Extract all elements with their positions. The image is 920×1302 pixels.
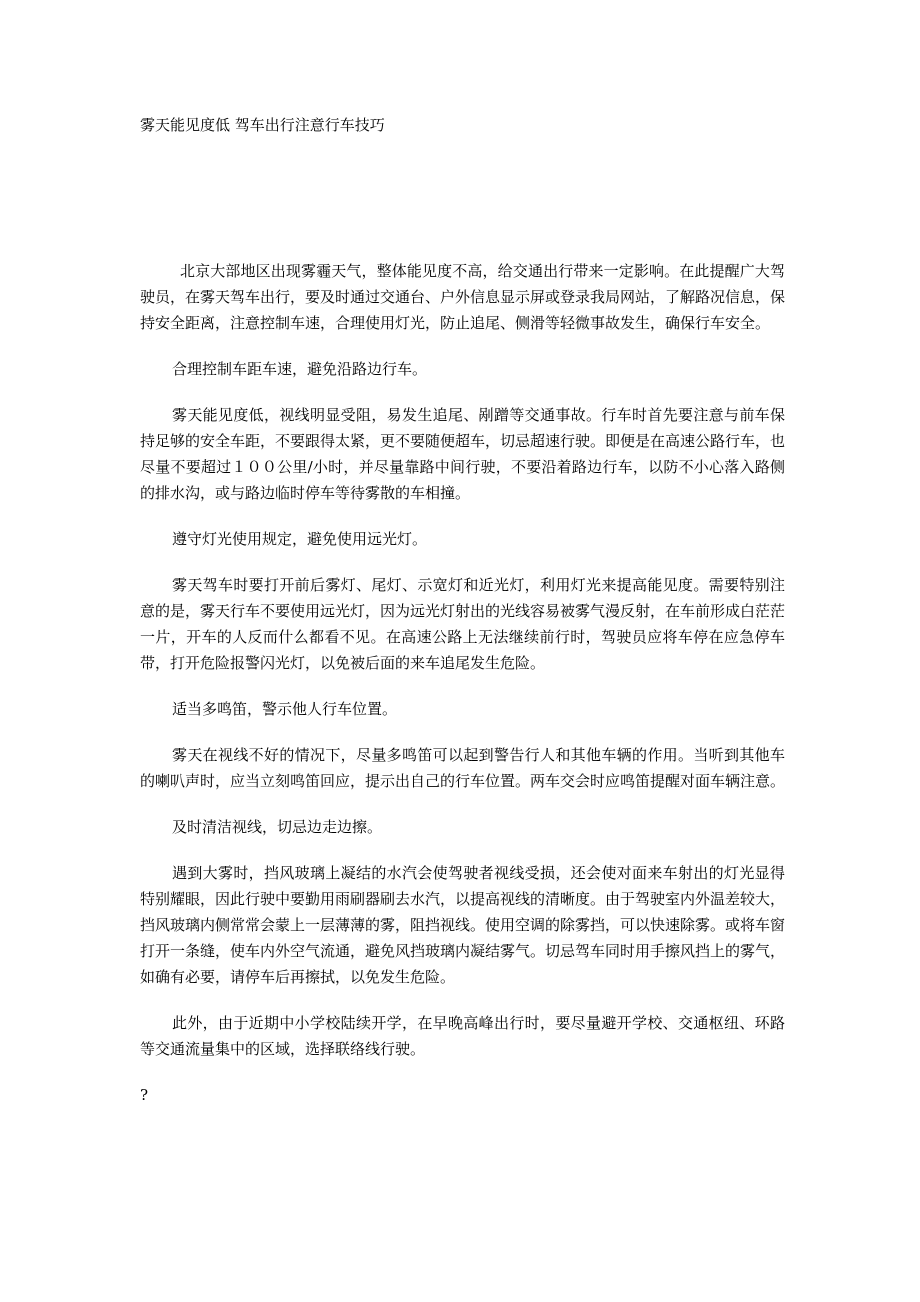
article-body [140, 258, 785, 1108]
trailing-mark: ? [140, 1086, 149, 1104]
closing-paragraph: 此外，由于近期中小学校陆续开学，在早晚高峰出行时，要尽量避开学校、交通枢纽、环路等交通流量集中的区域，选择联络线行驶。 [140, 1014, 785, 1058]
section-body-horn: 雾天在视线不好的情况下，尽量多鸣笛可以起到警告行人和其他车辆的作用。当听到其他车的喇叭声时，应当立刻鸣笛回应，提示出自己的行车位置。两车交会时应鸣笛提醒对面车辆注意。 [140, 746, 786, 790]
intro-paragraph: 北京大部地区出现雾霾天气，整体能见度不高，给交通出行带来一定影响。在此提醒广大驾驶员，在雾天驾车出行，要及时通过交通台、户外信息显示屏或登录我局网站，了解路况信息，保持安全距离，注意控制车速，合理使用灯光，防止追尾、侧滑等轻微事故发生，确保行车安全。 [140, 262, 786, 332]
section-body-distance-speed: 雾天能见度低，视线明显受阻，易发生追尾、剐蹭等交通事故。行车时首先要注意与前车保持足够的安全车距，不要跟得太紧，更不要随便超车，切忌超速行驶。即便是在高速公路行车，也尽量不要超过１００公里/小时，并尽量靠路中间行驶，不要沿着路边行车，以防不小心落入路侧的排水沟，或与路边临时停车等待雾散的车相撞。 [140, 406, 786, 502]
section-heading-clear-view: 及时清洁视线，切忌边走边擦。 [172, 818, 383, 836]
section-heading-distance-speed: 合理控制车距车速，避免沿路边行车。 [172, 360, 428, 378]
section-heading-horn: 适当多鸣笛，警示他人行车位置。 [172, 700, 398, 718]
section-body-lights: 雾天驾车时要打开前后雾灯、尾灯、示宽灯和近光灯，利用灯光来提高能见度。需要特别注意的是，雾天行车不要使用远光灯，因为远光灯射出的光线容易被雾气漫反射，在车前形成白茫茫一片，开车的人反而什么都看不见。在高速公路上无法继续前行时，驾驶员应将车停在应急停车带，打开危险报警闪光灯，以免被后面的来车追尾发生危险。 [140, 576, 786, 672]
section-heading-lights: 遵守灯光使用规定，避免使用远光灯。 [172, 530, 428, 548]
section-body-clear-view: 遇到大雾时，挡风玻璃上凝结的水汽会使驾驶者视线受损，还会使对面来车射出的灯光显得特别耀眼，因此行驶中要勤用雨刷器刷去水汽，以提高视线的清晰度。由于驾驶室内外温差较大，挡风玻璃内侧常常会蒙上一层薄薄的雾，阻挡视线。使用空调的除雾挡，可以快速除雾。或将车窗打开一条缝，使车内外空气流通，避免风挡玻璃内凝结雾气。切忌驾车同时用手擦风挡上的雾气，如确有必要，请停车后再擦拭，以免发生危险。 [140, 864, 786, 986]
document-title: 雾天能见度低 驾车出行注意行车技巧 [140, 116, 385, 134]
